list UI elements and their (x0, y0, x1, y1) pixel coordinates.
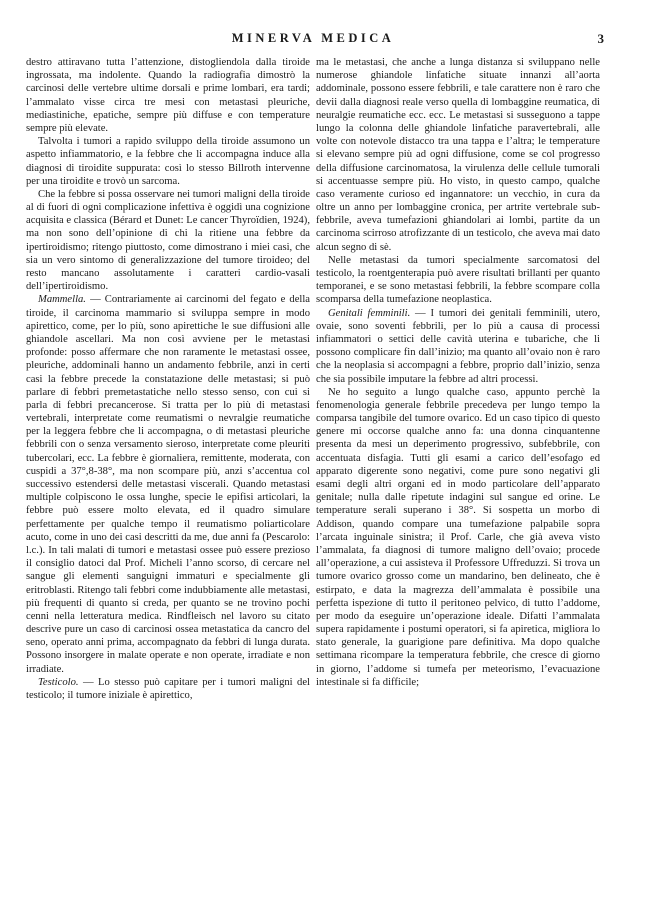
paragraph (26, 676, 310, 702)
journal-title: MINERVA MEDICA (231, 31, 395, 45)
paragraph-text: destro attiravano tutta l’attenzione, distogliendola dalla tiroide ingrossata, ma indolente. Quando la radiografia dimostrò la carcinosi delle vertebre ultime dorsali e prime lombari, era tardi; l’ammalato visse circa tre mesi con metastasi pleuriche, mediastiniche, epatiche, sempre più diffuse e con temperature sempre più elevate. (26, 57, 310, 134)
paragraph (316, 307, 600, 386)
paragraph-text: Nelle metastasi da tumori specialmente sarcomatosi del testicolo, la roentgenterapia può avere risultati brillanti per quanto temporanei, e se sono metastasi febbrili, la febbre scompare colla scomparsa della tumefazione neoplastica. (316, 254, 600, 306)
section-heading: Testicolo. (38, 676, 79, 688)
paragraph-text: ma le metastasi, che anche a lunga distanza si sviluppano nelle numerose ghiandole linfatiche situate innanzi all’aorta addominale, possono essere febbrili, e tale carattere non è raro che devii dalla diagnosi reale verso quella di lombaggine reumatica, di neuralgie reumatiche ecc. ecc. Le metastasi si susseguono a tappe lungo la colonna delle ghiandole linfatiche paravertebrali, alle volte con notevole distacco tra una tappa e l’altra; le temperature si elevano sempre più ad ogni diffusione, come se col progresso della diffusione carcinomatosa, la virulenza delle cellule tumorali si accentuasse sempre più. Ho visto, in questo campo, qualche caso veramente curioso ed ingannatore: un vecchio, in cura da oltre un anno per lombaggine cronica, per artrite vertebrale sub-febbrile, aveva tumefazioni ghiandolari ai lombi, partite da un carcinoma scirroso atrofizzante di un testicolo, che aveva mai dato alcun segno di sè. (316, 57, 600, 253)
paragraph (26, 188, 310, 294)
paragraph (26, 135, 310, 188)
page-header (22, 31, 604, 47)
paragraph (316, 56, 600, 254)
paragraph (26, 56, 310, 135)
paragraph (316, 386, 600, 689)
paragraph-text: Ne ho seguito a lungo qualche caso, appunto perchè la fenomenologia generale febbrile precedeva per lungo tempo la comparsa tangibile del tumore ovarico. Ed un caso tipico di questo genere mi occorse qualche anno fa: una donna cinquantenne presenta da mesi un deperimento progressivo, subfebbrile, con accentuata disfagia. Tutti gli esami a carico dell’esofago ed apparato digerente sono negativi, come pure sono negativi gli esami degli altri organi ed in modo particolare dell’apparato genitale; nulla dalle ripetute indagini sul sangue ed orine. Le temperature serali superano i 38°. Si sospetta un morbo di Addison, quando compare una tumefazione palpabile sopra l’arcata inguinale sinistra; il Prof. Carle, che già aveva visto l’ammalata, fa diagnosi di tumore maligno dell’ovaio; procede all’operazione, a cui assisteva il Professore Uffreduzzi. Si trova un tumore ovarico grosso come un mandarino, ben delineato, che è estirpato, e data la magrezza dell’ammalata è possibile una perfetta ispezione di tutto il peritoneo pelvico, di tutto l’addome, per modo da eseguire un’operazione ideale. Difatti l’ammalata supera rapidamente i postumi operatori, si fa apiretica, migliora lo stato generale, la guarigione pare definitiva. Ma dopo qualche settimana ricompare la temperatura febbrile, che cresce di giorno in giorno, l’addome si tumefa per meteorismo, l’evacuazione intestinale si fa difficile; (316, 386, 600, 688)
section-heading: Genitali femminili. (328, 307, 411, 319)
paragraph-text: — Contrariamente ai carcinomi del fegato e della tiroide, il carcinoma mammario si sviluppa sempre in modo apirettico, come, per lo più, sono apirettiche le sue diffusioni alle ghiandole ascellari. Ma non così avviene per le metastasi profonde: posso affermare che non raramente le metastasi ossee, pleuriche, addominali hanno un andamento febbrile, anzi in certi casi la febbre precede la constatazione delle metastasi; si può parlare di febbri premetastatiche nello stesso senso, con cui si parla di febbri precancerose. Si tratta per lo più di metastasi vertebrali, interpretate come reumatismi o nevralgie reumatiche per la leggera febbre che li accompagna, o di metastasi pleuriche febbrili con o senza versamento sieroso, interpretate come pleuriti tubercolari, ecc. La febbre è giornaliera, remittente, moderata, con cuspidi a 37°,8-38°, ma non scompare più, anzi s’accentua col successivo estendersi delle metastasi viscerali. Quando metastasi multiple colpiscono le ossa lunghe, specie le epifisi articolari, la febbre può essere molto elevata, ed il quadro simulare perfettamente per qualche tempo il reumatismo poliarticolare acuto, come in uno dei casi descritti da me, due anni fa (Pescarolo: l.c.). In tali malati di tumori e metastasi ossee può essere prezioso il consiglio datoci dal Prof. Micheli l’anno scorso, di cercare nel sangue gli elementi sanguigni immaturi e specialmente gli eritroblasti. Ritengo tali febbri come indubbiamente alle metastasi, più frequenti di quanto si creda, per quanto se ne trovino pochi cenni nella letteratura medica. Rindfleisch nel lavoro su citato descrive pure un caso di carcinosi ossea metastatica da cancro del seno, operato anni prima, accompagnato da febbri di lunga durata. Possono insorgere in malate operate e non operate, irradiate e non irradiate. (26, 294, 310, 675)
paragraph (26, 293, 310, 675)
section-heading: Mammella. (38, 294, 86, 306)
paragraph-text: — I tumori dei genitali femminili, utero, ovaie, sono soventi febbrili, per lo più a causa di processi infiammatori o settici delle cavità uterina e tubariche, che li possono complicare fin dall’inizio; ma quanto all’ovaio non è raro che la neoplasia si accompagni a febbre, proprio dall’inizio, senza che sia possibile imputare la febbre ad altri processi. (316, 307, 600, 385)
right-text-column (316, 56, 600, 689)
paragraph-text: Talvolta i tumori a rapido sviluppo della tiroide assumono un aspetto infiammatorio, e la febbre che li accompagna induce alla diagnosi di tiroidite suppurata: così lo stesso Billroth intervenne per una tiroidite e trovò un sarcoma. (26, 136, 310, 187)
paragraph (316, 254, 600, 307)
paragraph-text: — Lo stesso può capitare per i tumori maligni del testicolo; il tumore iniziale è apirettico, (26, 676, 310, 701)
page-number: 3 (597, 31, 604, 46)
paragraph-text: Che la febbre si possa osservare nei tumori maligni della tiroide al di fuori di ogni complicazione infettiva è oggidì una cognizione acquisita e classica (Bérard et Dunet: Le cancer Thyroïdien, 1924), ma non sono dell’opinione di chi la ritiene una febbre da ipertiroidismo; ritengo piuttosto, come dimostrano i miei casi, che sia un vero sintomo di generalizzazione del tumore tiroideo; del resto mancano assolutamente i caratteri cardio-vasali dell’ipertiroidismo. (26, 188, 310, 293)
left-text-column (26, 56, 310, 702)
